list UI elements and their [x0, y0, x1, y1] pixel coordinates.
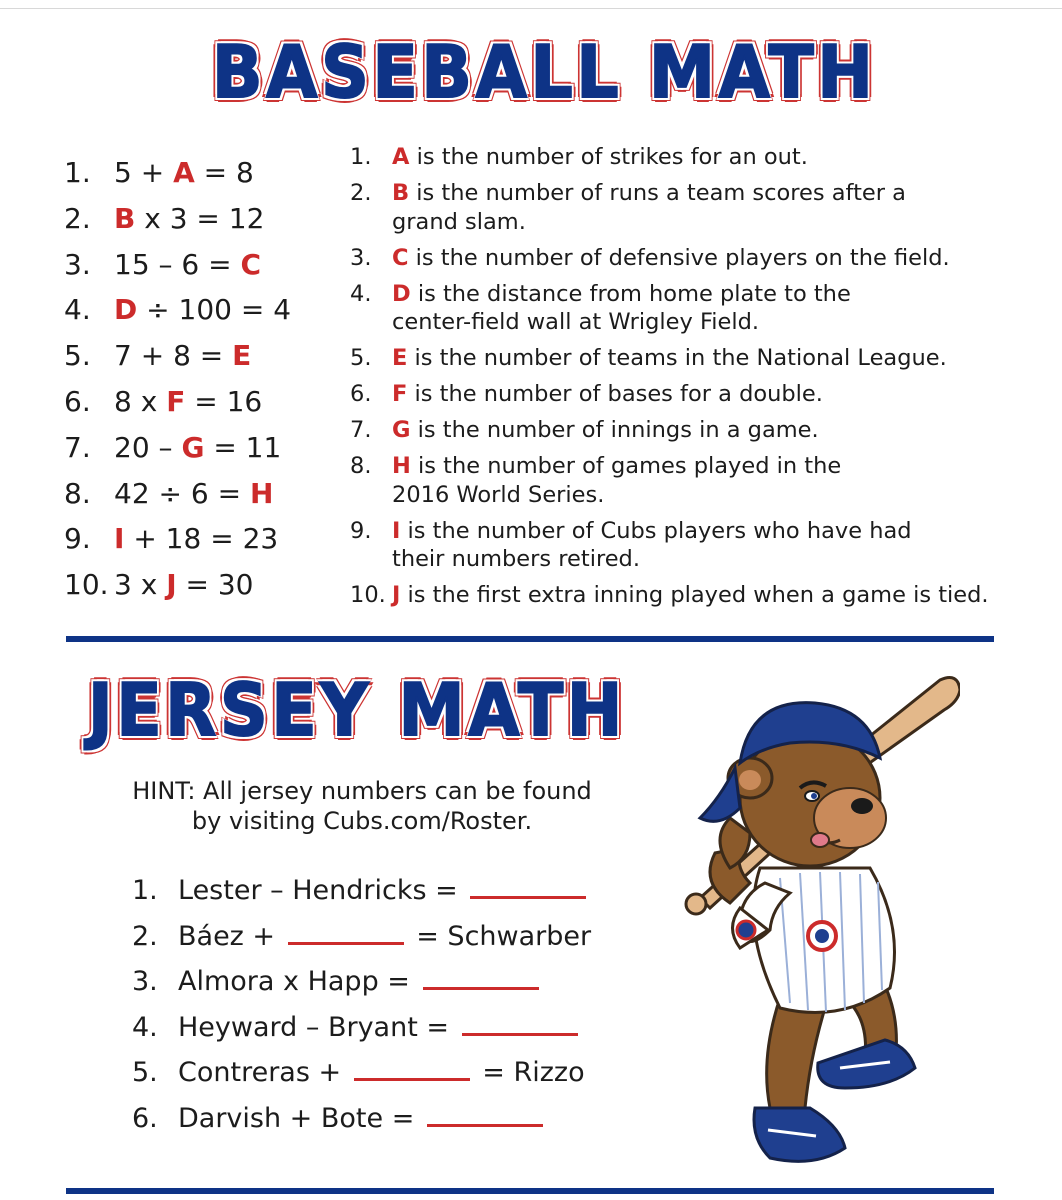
equation-item: [64, 562, 291, 608]
equation-post: + 18 = 23: [124, 522, 279, 556]
jersey-problem-number: 6.: [132, 1102, 158, 1134]
clue-text: is the number of bases for a double.: [407, 381, 823, 407]
bottom-divider: [66, 1188, 994, 1194]
clue-variable: D: [392, 280, 411, 307]
equation-post: = 8: [194, 156, 254, 189]
clue-item: [350, 416, 989, 445]
hint-line-1: HINT: All jersey numbers can be found: [132, 777, 592, 805]
equation-item: [64, 516, 291, 562]
equation-number: 3.: [64, 247, 91, 281]
equation-number: 7.: [64, 430, 91, 464]
clue-item: [350, 143, 989, 172]
clue-number: 2.: [350, 180, 372, 206]
clue-variable: B: [392, 180, 410, 206]
equation-variable: G: [181, 430, 205, 464]
equation-number: 1.: [64, 156, 91, 189]
equation-pre: 42 ÷ 6 =: [114, 476, 250, 510]
equation-post: ÷ 100 = 4: [137, 293, 292, 327]
equation-pre: 5 +: [114, 156, 174, 189]
equation-post: x 3 = 12: [135, 201, 265, 235]
jersey-problem: [132, 959, 591, 1005]
clue-text: is the number of Cubs players who have had: [400, 517, 912, 544]
jersey-problem: [132, 914, 591, 960]
clue-text: is the number of teams in the National League.: [407, 345, 947, 371]
equation-pre: 8 x: [114, 384, 167, 418]
clue-text-line2: grand slam.: [392, 208, 526, 235]
equation-number: 10.: [64, 568, 109, 602]
jersey-problem: [132, 1050, 591, 1096]
clue-number: 3.: [350, 244, 372, 271]
equation-item: [64, 242, 291, 288]
equation-variable: A: [173, 156, 195, 189]
clue-text: is the distance from home plate to the: [410, 280, 851, 307]
clue-text-line2: their numbers retired.: [392, 546, 640, 572]
clue-variable: F: [392, 381, 408, 407]
section-divider: [66, 636, 994, 642]
clue-number: 6.: [350, 381, 372, 407]
equation-item: [64, 379, 291, 425]
clue-number: 1.: [350, 144, 372, 170]
clue-item: [350, 344, 989, 373]
equation-variable: J: [166, 568, 177, 602]
jersey-problem-number: 1.: [132, 875, 158, 906]
equation-post: = 30: [176, 568, 254, 602]
equation-pre: 20 –: [114, 430, 182, 464]
equation-item: [64, 471, 291, 517]
jersey-problem-number: 3.: [132, 966, 158, 997]
answer-blank[interactable]: [354, 1050, 470, 1081]
equation-item: [64, 425, 291, 471]
clue-item: [350, 452, 989, 509]
equation-number: 8.: [64, 476, 91, 510]
equation-post: = 16: [185, 384, 263, 418]
clue-text-line2: 2016 World Series.: [392, 481, 605, 508]
clue-text: is the number of strikes for an out.: [409, 144, 808, 170]
equation-pre: 7 + 8 =: [114, 339, 233, 373]
answer-blank[interactable]: [423, 959, 539, 990]
equation-number: 5.: [64, 339, 91, 373]
clue-item: [350, 179, 989, 236]
equation-number: 4.: [64, 293, 91, 327]
clue-variable: H: [392, 453, 411, 479]
equation-item: [64, 196, 291, 242]
clue-number: 9.: [350, 517, 372, 544]
clue-number: 5.: [350, 345, 372, 371]
equation-variable: C: [240, 247, 262, 281]
equation-item: [64, 333, 291, 379]
answer-blank[interactable]: [462, 1005, 578, 1036]
clue-number: 7.: [350, 417, 372, 443]
equation-variable: I: [114, 522, 125, 556]
equation-list: [64, 150, 291, 608]
clue-text: is the number of games played in the: [410, 453, 842, 479]
answer-blank[interactable]: [427, 1096, 543, 1127]
jersey-problem-pre: Heyward – Bryant =: [178, 1011, 458, 1043]
equation-variable: F: [166, 384, 186, 418]
jersey-problem: [132, 1005, 591, 1051]
jersey-problem-pre: Báez +: [178, 920, 284, 952]
jersey-problem-pre: Contreras +: [178, 1057, 350, 1088]
clue-variable: G: [392, 417, 411, 443]
clue-variable: A: [392, 144, 410, 170]
jersey-problem-pre: Almora x Happ =: [178, 966, 419, 997]
bear-mascot-illustration: [640, 668, 960, 1178]
jersey-problem: [132, 868, 591, 914]
equation-variable: H: [249, 476, 274, 510]
jersey-problem-post: = Rizzo: [473, 1057, 585, 1088]
baseball-math-title: BASEBALL MATH: [212, 30, 877, 114]
clue-text: is the number of runs a team scores after a: [409, 180, 906, 206]
jersey-problem-pre: Darvish + Bote =: [178, 1102, 423, 1134]
clue-number: 4.: [350, 280, 372, 307]
jersey-math-title: JERSEY MATH: [88, 668, 627, 752]
jersey-problem-number: 5.: [132, 1057, 158, 1088]
clue-text: is the first extra inning played when a game is tied.: [400, 582, 989, 608]
clue-text: is the number of defensive players on the field.: [408, 244, 950, 271]
equation-post: = 11: [204, 430, 282, 464]
equation-number: 9.: [64, 522, 91, 556]
equation-item: [64, 150, 291, 196]
clue-variable: C: [392, 244, 409, 271]
hint-line-2: by visiting Cubs.com/Roster.: [191, 807, 533, 835]
equation-number: 2.: [64, 201, 91, 235]
jersey-problem-number: 2.: [132, 920, 158, 952]
jersey-problem-post: = Schwarber: [407, 920, 592, 952]
jersey-problem-list: [132, 868, 591, 1141]
clue-text-line2: center-field wall at Wrigley Field.: [392, 309, 760, 335]
clue-variable: E: [392, 345, 408, 371]
clue-number: 8.: [350, 453, 372, 479]
clue-item: [350, 380, 989, 409]
answer-blank[interactable]: [288, 914, 404, 945]
jersey-problem-number: 4.: [132, 1011, 158, 1043]
clue-number: 10.: [350, 582, 386, 608]
jersey-problem-pre: Lester – Hendricks =: [178, 875, 467, 906]
clue-item: [350, 244, 989, 273]
equation-variable: E: [232, 339, 252, 373]
clue-text: is the number of innings in a game.: [410, 417, 819, 443]
equation-variable: D: [114, 293, 138, 327]
jersey-problem: [132, 1096, 591, 1142]
clue-item: [350, 581, 989, 610]
equation-number: 6.: [64, 384, 91, 418]
equation-item: [64, 287, 291, 333]
clue-variable: J: [392, 582, 401, 608]
clue-item: [350, 517, 989, 574]
equation-pre: 15 – 6 =: [114, 247, 241, 281]
hint-text: [112, 776, 612, 836]
equation-variable: B: [114, 201, 136, 235]
clue-variable: I: [392, 517, 401, 544]
answer-blank[interactable]: [470, 868, 586, 899]
clue-list: [350, 143, 989, 617]
equation-pre: 3 x: [114, 568, 167, 602]
clue-item: [350, 280, 989, 337]
